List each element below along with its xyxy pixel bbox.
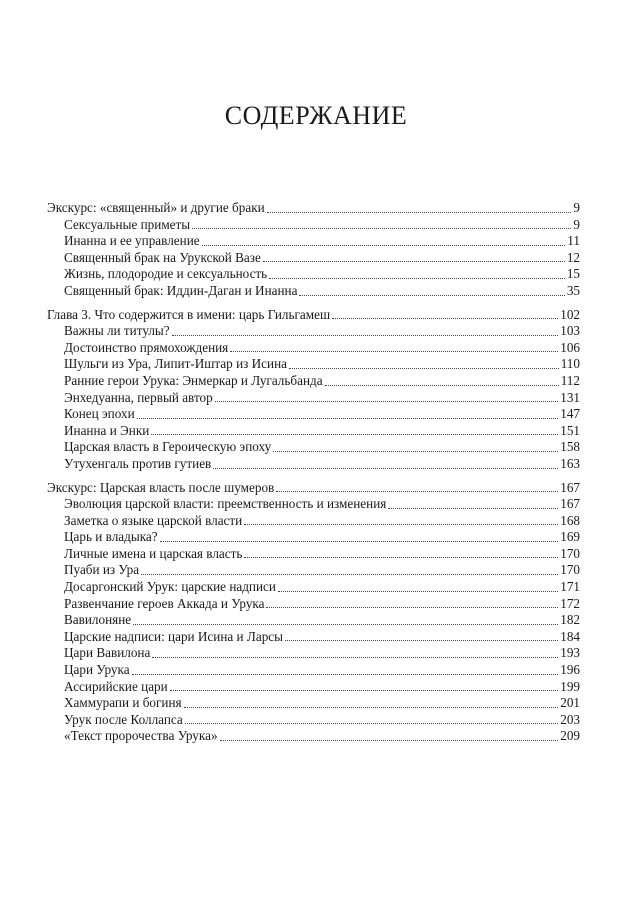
toc-entry (47, 266, 580, 283)
toc-entry (47, 579, 580, 596)
toc-entry-label: Досаргонский Урук: царские надписи (64, 579, 276, 595)
dot-leader (276, 491, 558, 492)
toc-entry (47, 695, 580, 712)
toc-entry-label: Ассирийские цари (64, 678, 168, 694)
toc-entry (47, 596, 580, 613)
toc-page-number: 193 (560, 645, 580, 661)
dot-leader (388, 508, 558, 509)
toc-page-number: 147 (560, 406, 580, 422)
dot-leader (263, 261, 565, 262)
toc-entry (47, 629, 580, 646)
dot-leader (185, 723, 558, 724)
toc-page-number: 103 (560, 323, 580, 339)
toc-entry (47, 662, 580, 679)
toc-page-number: 168 (560, 512, 580, 528)
toc-entry (47, 406, 580, 423)
toc-entry-label: Инанна и Энки (64, 422, 150, 438)
toc-page-number: 172 (560, 595, 580, 611)
toc-page-number: 167 (560, 496, 580, 512)
dot-leader (278, 591, 558, 592)
dot-leader (332, 318, 558, 319)
toc-entry-label: Хаммурапи и богиня (64, 695, 182, 711)
toc-page-number: 110 (560, 356, 580, 372)
dot-leader (192, 228, 571, 229)
toc-entry (47, 562, 580, 579)
toc-chapter-entry (47, 480, 580, 497)
toc-page-number: 11 (567, 233, 580, 249)
toc-entry-label: Вавилоняне (64, 612, 132, 628)
dot-leader (160, 541, 559, 542)
toc-page-number: 9 (573, 216, 580, 232)
toc-entry-label: Глава 3. Что содержится в имени: царь Гильгамеш (47, 306, 331, 322)
dot-leader (220, 740, 559, 741)
toc-entry (47, 323, 580, 340)
toc-entry-label: Экскурс: «священный» и другие браки (47, 200, 265, 215)
toc-page-number: 170 (560, 545, 580, 561)
toc-entry-label: Важны ли титулы? (64, 323, 170, 339)
dot-leader (132, 674, 559, 675)
toc-page-number: 170 (560, 562, 580, 578)
toc-page-number: 106 (560, 339, 580, 355)
toc-entry (47, 373, 580, 390)
toc-entry (47, 250, 580, 267)
toc-entry-label: Утухенгаль против гутиев (64, 455, 212, 471)
dot-leader (151, 434, 558, 435)
toc-entry-label: Царские надписи: цари Исина и Ларсы (64, 628, 284, 644)
toc-entry (47, 456, 580, 473)
toc-page-number: 15 (566, 266, 580, 282)
toc-page-number: 158 (560, 439, 580, 455)
toc-page-number: 35 (566, 282, 580, 298)
dot-leader (273, 451, 558, 452)
dot-leader (230, 351, 558, 352)
dot-leader (137, 418, 559, 419)
toc-entry (47, 356, 580, 373)
toc-page-number: 169 (560, 529, 580, 545)
toc-entry-label: Священный брак: Иддин-Даган и Инанна (64, 282, 298, 298)
toc-page-number: 184 (560, 628, 580, 644)
toc-entry-label: Заметка о языке царской власти (64, 512, 243, 528)
toc-page-number: 199 (560, 678, 580, 694)
toc-entry-label: Личные имена и царская власть (64, 545, 243, 561)
toc-entry-label: Достоинство прямохождения (64, 339, 229, 355)
toc-entry (47, 439, 580, 456)
toc-entry (47, 423, 580, 440)
toc-page-number: 131 (560, 389, 580, 405)
toc-entry-label: Священный брак на Урукской Вазе (64, 249, 261, 265)
toc-page-number: 201 (560, 695, 580, 711)
dot-leader (289, 368, 559, 369)
toc-entry (47, 283, 580, 300)
toc-entry (47, 340, 580, 357)
page-title: СОДЕРЖАНИЕ (224, 101, 408, 130)
toc-page-number: 163 (560, 455, 580, 471)
toc-page-number: 112 (560, 372, 580, 388)
toc-entry-label: Конец эпохи (64, 406, 135, 422)
toc-chapter-entry (47, 307, 580, 324)
toc-entry (47, 217, 580, 234)
dot-leader (285, 640, 558, 641)
toc-entry (47, 390, 580, 407)
toc-entry (47, 728, 580, 745)
toc-page-number: 182 (560, 612, 580, 628)
toc-entry-label: Жизнь, плодородие и сексуальность (64, 266, 268, 282)
toc-entry (47, 233, 580, 250)
toc-page-number: 203 (560, 711, 580, 727)
dot-leader (325, 385, 559, 386)
toc-entry-label: Экскурс: Царская власть после шумеров (47, 479, 275, 495)
toc-entry-label: Шульги из Ура, Липит-Иштар из Исина (64, 356, 287, 372)
toc-page-number: 196 (560, 662, 580, 678)
toc-chapter-entry (47, 200, 580, 217)
dot-leader (269, 278, 565, 279)
dot-leader (299, 295, 564, 296)
toc-page-number: 151 (560, 422, 580, 438)
dot-leader (152, 657, 558, 658)
toc-page-number: 12 (566, 249, 580, 265)
toc-entry-label: Царь и владыка? (64, 529, 158, 545)
toc-entry-label: Развенчание героев Аккада и Урука (64, 595, 265, 611)
toc-entry-label: Инанна и ее управление (64, 233, 200, 249)
dot-leader (184, 707, 559, 708)
dot-leader (141, 574, 558, 575)
toc-entry (47, 679, 580, 696)
toc-entry-label: Цари Вавилона (64, 645, 151, 661)
toc-entry (47, 496, 580, 513)
toc-entry-label: «Текст пророчества Урука» (64, 728, 218, 744)
toc-section (47, 480, 580, 746)
toc-entry (47, 612, 580, 629)
table-of-contents (47, 200, 580, 752)
toc-page-number: 9 (573, 200, 580, 215)
toc-entry (47, 546, 580, 563)
dot-leader (170, 690, 559, 691)
toc-section (47, 307, 580, 473)
dot-leader (244, 557, 558, 558)
toc-entry-label: Сексуальные приметы (64, 216, 191, 232)
toc-entry-label: Энхедуанна, первый автор (64, 389, 213, 405)
toc-entry (47, 513, 580, 530)
toc-page-number: 171 (560, 579, 580, 595)
toc-entry-label: Ранние герои Урука: Энмеркар и Лугальбанда (64, 372, 323, 388)
toc-entry-label: Урук после Коллапса (64, 711, 183, 727)
dot-leader (267, 212, 572, 213)
dot-leader (133, 624, 558, 625)
toc-entry (47, 645, 580, 662)
dot-leader (215, 401, 558, 402)
dot-leader (244, 524, 558, 525)
dot-leader (213, 468, 558, 469)
toc-page-number: 102 (560, 306, 580, 322)
dot-leader (172, 335, 559, 336)
toc-entry-label: Царская власть в Героическую эпоху (64, 439, 272, 455)
dot-leader (202, 245, 566, 246)
toc-page-number: 167 (560, 479, 580, 495)
dot-leader (266, 607, 558, 608)
toc-section (47, 200, 580, 300)
toc-entry-label: Эволюция царской власти: преемственность и изменения (64, 496, 387, 512)
toc-entry (47, 529, 580, 546)
toc-entry-label: Цари Урука (64, 662, 130, 678)
toc-entry (47, 712, 580, 729)
toc-entry-label: Пуаби из Ура (64, 562, 140, 578)
toc-page-number: 209 (560, 728, 580, 744)
